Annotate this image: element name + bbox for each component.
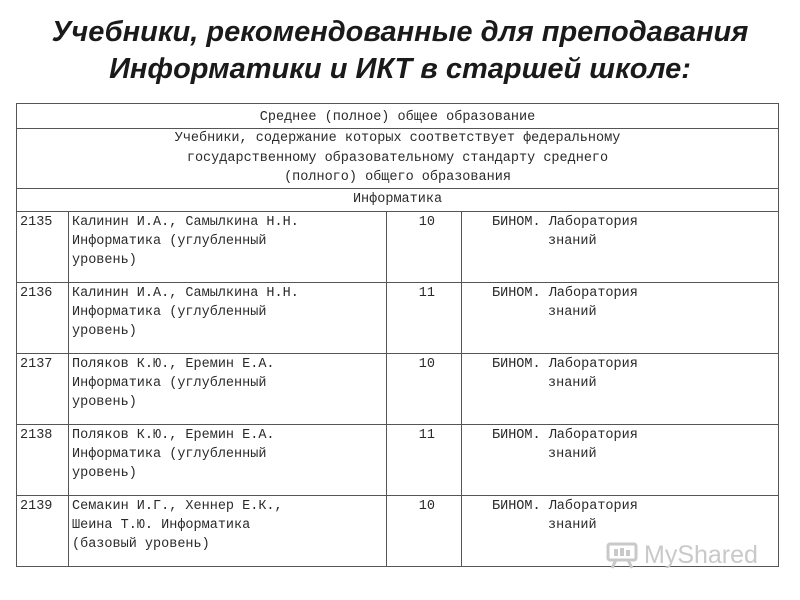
book-author-title [69, 424, 387, 495]
publisher-line: знаний [548, 304, 597, 320]
publisher-line: знаний [548, 375, 597, 391]
education-level-row [17, 104, 779, 129]
book-author-title [69, 353, 387, 424]
book-number: 2135 [17, 211, 69, 282]
page-title-line-2: Информатики и ИКТ в старшей школе: [109, 53, 691, 85]
publisher-line: БИНОМ. Лаборатория [492, 427, 638, 443]
author-line: уровень) [72, 323, 137, 339]
book-author-title [69, 495, 387, 566]
publisher-line: знаний [548, 446, 597, 462]
author-line: уровень) [72, 394, 137, 410]
description-cell [17, 129, 779, 189]
description-row [17, 129, 779, 189]
book-number: 2136 [17, 282, 69, 353]
author-line: Шеина Т.Ю. Информатика [72, 517, 251, 533]
author-line: Калинин И.А., Самылкина Н.Н. [72, 285, 299, 301]
publisher-line: БИНОМ. Лаборатория [492, 356, 638, 372]
author-line: Калинин И.А., Самылкина Н.Н. [72, 214, 299, 230]
book-grade: 10 [387, 353, 462, 424]
book-grade: 10 [387, 211, 462, 282]
book-publisher [462, 282, 779, 353]
subject-cell: Информатика [17, 188, 779, 211]
author-line: Семакин И.Г., Хеннер Е.К., [72, 498, 283, 514]
book-number: 2139 [17, 495, 69, 566]
description-line: Учебники, содержание которых соответствует федеральному [174, 131, 621, 146]
publisher-line: знаний [548, 517, 597, 533]
table-row [17, 282, 779, 353]
book-publisher [462, 353, 779, 424]
publisher-line: БИНОМ. Лаборатория [492, 285, 638, 301]
book-author-title [69, 211, 387, 282]
education-level-cell [17, 104, 779, 129]
publisher-line: знаний [548, 233, 597, 249]
author-line: Информатика (углубленный [72, 375, 267, 391]
author-line: Информатика (углубленный [72, 233, 267, 249]
book-grade: 11 [387, 424, 462, 495]
book-number: 2137 [17, 353, 69, 424]
author-line: уровень) [72, 252, 137, 268]
author-line: уровень) [72, 465, 137, 481]
projector-icon [606, 540, 640, 570]
table-row [17, 353, 779, 424]
author-line: (базовый уровень) [72, 536, 210, 552]
author-line: Информатика (углубленный [72, 446, 267, 462]
book-number: 2138 [17, 424, 69, 495]
author-line: Информатика (углубленный [72, 304, 267, 320]
book-grade: 11 [387, 282, 462, 353]
publisher-line: БИНОМ. Лаборатория [492, 498, 638, 514]
education-level-label: Среднее (полное) общее образование [259, 110, 536, 125]
author-line: Поляков К.Ю., Еремин Е.А. [72, 427, 275, 443]
table-row [17, 424, 779, 495]
watermark [606, 535, 766, 575]
book-author-title [69, 282, 387, 353]
description-line: (полного) общего образования [284, 170, 511, 185]
subject-row [17, 188, 779, 211]
publisher-line: БИНОМ. Лаборатория [492, 214, 638, 230]
book-grade: 10 [387, 495, 462, 566]
book-publisher [462, 424, 779, 495]
author-line: Поляков К.Ю., Еремин Е.А. [72, 356, 275, 372]
description-line: государственному образовательному стандарту среднего [186, 150, 609, 166]
table-row [17, 211, 779, 282]
watermark-text: MyShared [644, 540, 758, 569]
page-title [0, 14, 800, 88]
page-title-line-1: Учебники, рекомендованные для преподавания [51, 16, 749, 48]
book-publisher [462, 211, 779, 282]
textbook-table [16, 103, 779, 567]
